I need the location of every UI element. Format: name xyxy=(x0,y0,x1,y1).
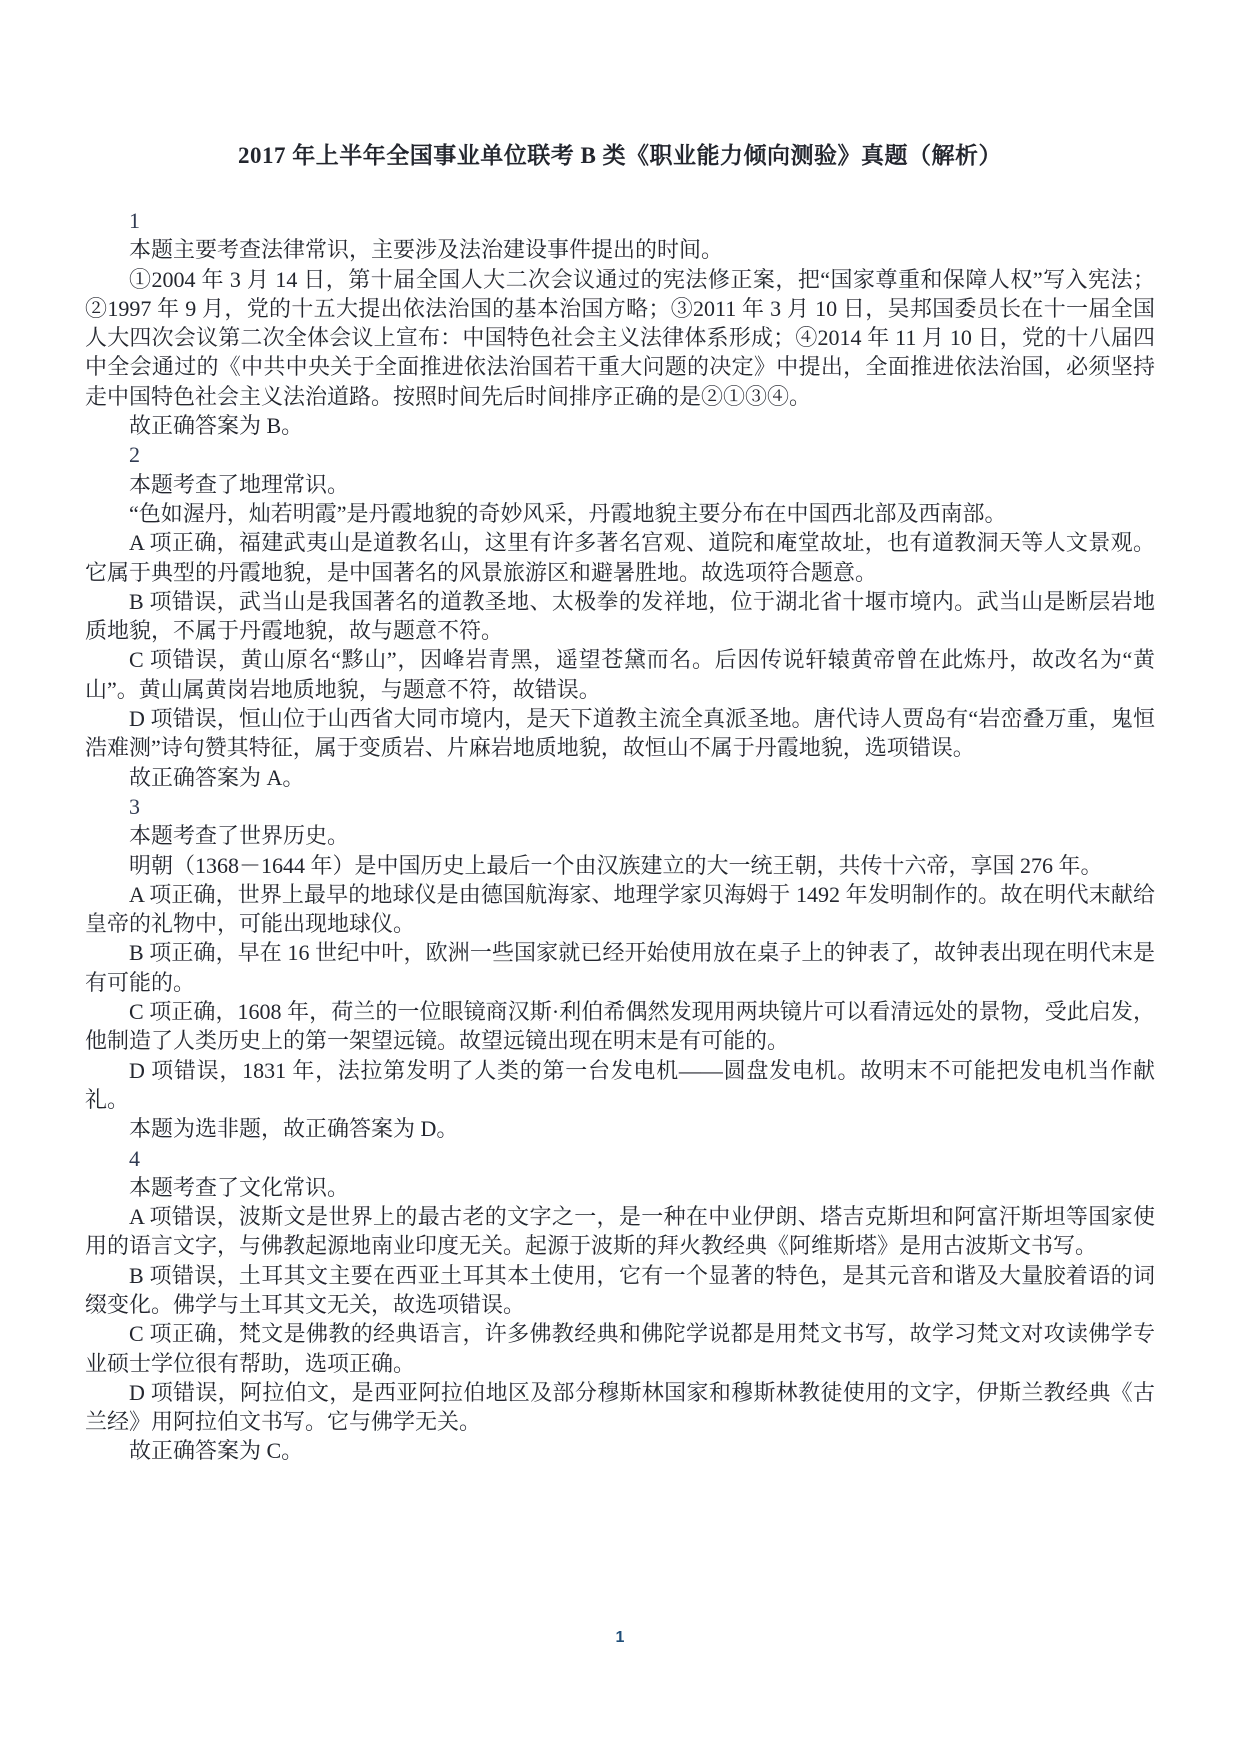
document-body xyxy=(85,206,1155,1466)
paragraph: 本题为选非题，故正确答案为 D。 xyxy=(129,1116,459,1142)
paragraph: 本题考查了地理常识。 xyxy=(129,471,350,497)
answer-section xyxy=(85,1144,1155,1466)
paragraph: B 项正确，早在 16 世纪中叶，欧洲一些国家就已经开始使用放在桌子上的钟表了，故钟表出现在明代末是有可能的。 xyxy=(85,940,1155,995)
paragraph: “色如渥丹，灿若明霞”是丹霞地貌的奇妙风采，丹霞地貌主要分布在中国西北部及西南部。 xyxy=(129,500,1007,526)
paragraph: C 项正确，梵文是佛教的经典语言，许多佛教经典和佛陀学说都是用梵文书写，故学习梵文对攻读佛学专业硕士学位很有帮助，选项正确。 xyxy=(85,1321,1155,1376)
answer-section xyxy=(85,792,1155,1144)
answer-section xyxy=(85,440,1155,792)
paragraph: B 项错误，土耳其文主要在西亚土耳其本土使用，它有一个显著的特色，是其元音和谐及大量胶着语的词缀变化。佛学与土耳其文无关，故选项错误。 xyxy=(85,1262,1155,1317)
page-footer xyxy=(0,1629,1240,1647)
paragraph: D 项错误，1831 年，法拉第发明了人类的第一台发电机——圆盘发电机。故明末不可能把发电机当作献礼。 xyxy=(85,1057,1155,1112)
paragraph: ①2004 年 3 月 14 日，第十届全国人大二次会议通过的宪法修正案，把“国家尊重和保障人权”写入宪法；②1997 年 9 月，党的十五大提出依法治国的基本治国方略；③2011 年 3 月 10 日，吴邦国委员长在十一届全国人大四次会议第二次全体会议上宣布：中国特色社会主义法律体系形成；④2014 年 11 月 10 日，党的十八届四中全会通过的《中共中央关于全面推进依法治国若干重大问题的决定》中提出，全面推进依法治国，必须坚持走中国特色社会主义法治道路。按照时间先后时间排序正确的是②①③④。 xyxy=(85,266,1155,409)
page-title: 2017 年上半年全国事业单位联考 B 类《职业能力倾向测验》真题（解析） xyxy=(237,143,1003,168)
paragraph: A 项正确，世界上最早的地球仪是由德国航海家、地理学家贝海姆于 1492 年发明制作的。故在明代末献给皇帝的礼物中，可能出现地球仪。 xyxy=(85,881,1155,937)
paragraph: D 项错误，阿拉伯文，是西亚阿拉伯地区及部分穆斯林国家和穆斯林教徒使用的文字，伊斯兰教经典《古兰经》用阿拉伯文书写。它与佛学无关。 xyxy=(85,1379,1155,1435)
paragraph: 故正确答案为 B。 xyxy=(129,413,304,439)
paragraph: B 项错误，武当山是我国著名的道教圣地、太极拳的发祥地，位于湖北省十堰市境内。武当山是断层岩地质地貌，不属于丹霞地貌，故与题意不符。 xyxy=(85,588,1155,644)
section-number: 4 xyxy=(129,1145,140,1171)
paragraph: 故正确答案为 A。 xyxy=(129,764,305,790)
paragraph: A 项错误，波斯文是世界上的最古老的文字之一，是一种在中业伊朗、塔吉克斯坦和阿富汗斯坦等国家使用的语言文字，与佛教起源地南业印度无关。起源于波斯的拜火教经典《阿维斯塔》是用古波斯文书写。 xyxy=(85,1204,1155,1259)
section-number: 2 xyxy=(129,442,140,468)
paragraph: C 项错误，黄山原名“黟山”，因峰岩青黑，遥望苍黛而名。后因传说轩辕黄帝曾在此炼丹，故改名为“黄山”。黄山属黄岗岩地质地貌，与题意不符，故错误。 xyxy=(85,647,1155,702)
page-number: 1 xyxy=(615,1629,625,1646)
section-number: 3 xyxy=(129,793,140,819)
answer-section xyxy=(85,206,1155,440)
paragraph: 故正确答案为 C。 xyxy=(129,1438,304,1464)
paragraph: 本题主要考查法律常识，主要涉及法治建设事件提出的时间。 xyxy=(129,237,724,263)
paragraph: A 项正确，福建武夷山是道教名山，这里有许多著名宫观、道院和庵堂故址，也有道教洞天等人文景观。它属于典型的丹霞地貌，是中国著名的风景旅游区和避暑胜地。故选项符合题意。 xyxy=(85,530,1155,585)
paragraph: D 项错误，恒山位于山西省大同市境内，是天下道教主流全真派圣地。唐代诗人贾岛有“岩峦叠万重，鬼恒浩难测”诗句赞其特征，属于变质岩、片麻岩地质地貌，故恒山不属于丹霞地貌，选项错误。 xyxy=(85,706,1155,761)
paragraph: 本题考查了文化常识。 xyxy=(129,1174,350,1200)
paragraph: C 项正确，1608 年，荷兰的一位眼镜商汉斯·利伯希偶然发现用两块镜片可以看清远处的景物，受此启发，他制造了人类历史上的第一架望远镜。故望远镜出现在明末是有可能的。 xyxy=(85,999,1155,1054)
paragraph: 明朝（1368－1644 年）是中国历史上最后一个由汉族建立的大一统王朝，共传十六帝，享国 276 年。 xyxy=(129,852,1103,878)
section-number: 1 xyxy=(129,208,140,233)
paragraph: 本题考查了世界历史。 xyxy=(129,823,350,849)
